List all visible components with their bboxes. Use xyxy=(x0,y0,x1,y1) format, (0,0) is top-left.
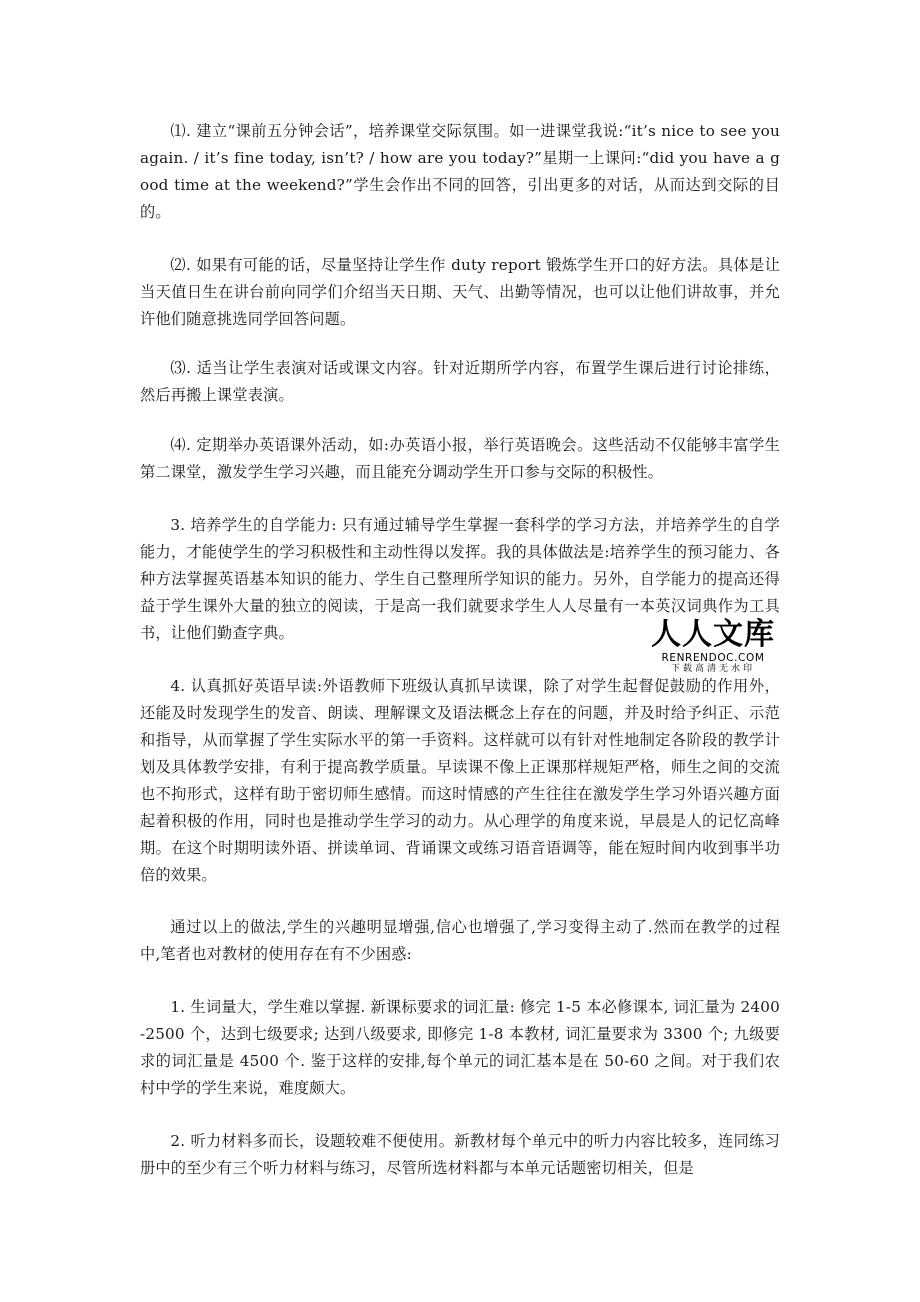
paragraph-7: 通过以上的做法,学生的兴趣明显增强,信心也增强了,学习变得主动了.然而在教学的过程中,笔者也对教材的使用存在有不少困惑: xyxy=(140,918,780,963)
watermark-logo xyxy=(648,618,778,675)
paragraph-5: 3. 培养学生的自学能力: 只有通过辅导学生掌握一套科学的学习方法，并培养学生的自学能力，才能使学生的学习积极性和主动性得以发挥。我的具体做法是:培养学生的预习能力、各种方法掌握英语基本知识的能力、学生自己整理所学知识的能力。另外，自学能力的提高还得益于学生课外大量的独立的阅读，于是高一我们就要求学生人人尽量有一本英汉词典作为工具书，让他们勤查字典。 xyxy=(140,516,780,642)
paragraph-9: 2. 听力材料多而长，设题较难不便使用。新教材每个单元中的听力内容比较多，连同练习册中的至少有三个听力材料与练习，尽管所选材料都与本单元话题密切相关，但是 xyxy=(140,1132,780,1177)
watermark-title: 人人文库 xyxy=(651,617,775,652)
paragraph-1: ⑴. 建立“课前五分钟会话”，培养课堂交际氛围。如一进课堂我说:“it’s nice to see you again. / it’s fine today, isn’t? / how are you today?”星期一上课问:“did you have a good time at the weekend?”学生会作出不同的回答，引出更多的对话，从而达到交际的目的。 xyxy=(140,122,780,221)
paragraph-6: 4. 认真抓好英语早读:外语教师下班级认真抓早读课，除了对学生起督促鼓励的作用外，还能及时发现学生的发音、朗读、理解课文及语法概念上存在的问题，并及时给予纠正、示范和指导，从而掌握了学生实际水平的第一手资料。这样就可以有针对性地制定各阶段的教学计划及具体教学安排，有利于提高教学质量。早读课不像上正课那样规矩严格，师生之间的交流也不拘形式，这样有助于密切师生感情。而这时情感的产生往往在激发学生学习外语兴趣方面起着积极的作用，同时也是推动学生学习的动力。从心理学的角度来说，早晨是人的记忆高峰期。在这个时期明读外语、拼读单词、背诵课文或练习语音语调等，能在短时间内收到事半功倍的效果。 xyxy=(140,677,780,884)
paragraph-3: ⑶. 适当让学生表演对话或课文内容。针对近期所学内容，布置学生课后进行讨论排练，然后再搬上课堂表演。 xyxy=(140,359,780,404)
paragraph-2: ⑵. 如果有可能的话，尽量坚持让学生作 duty report 锻炼学生开口的好方法。具体是让当天值日生在讲台前向同学们介绍当天日期、天气、出勤等情况，也可以让他们讲故事，并允许他们随意挑选同学回答问题。 xyxy=(140,256,780,328)
watermark-slogan: 下载高清无水印 xyxy=(670,664,755,674)
watermark-domain: RENRENDOC.COM xyxy=(661,652,765,664)
paragraph-8: 1. 生词量大，学生难以掌握. 新课标要求的词汇量: 修完 1-5 本必修课本, 词汇量为 2400-2500 个，达到七级要求; 达到八级要求, 即修完 1-8 本教材, 词汇量要求为 3300 个; 九级要求的词汇量是 4500 个. 鉴于这样的安排,每个单元的词汇基本是在 50-60 之间。对于我们农村中学的学生来说，难度颇大。 xyxy=(140,998,780,1097)
paragraph-4: ⑷. 定期举办英语课外活动，如:办英语小报，举行英语晚会。这些活动不仅能够丰富学生第二课堂，激发学生学习兴趣，而且能充分调动学生开口参与交际的积极性。 xyxy=(140,436,780,481)
